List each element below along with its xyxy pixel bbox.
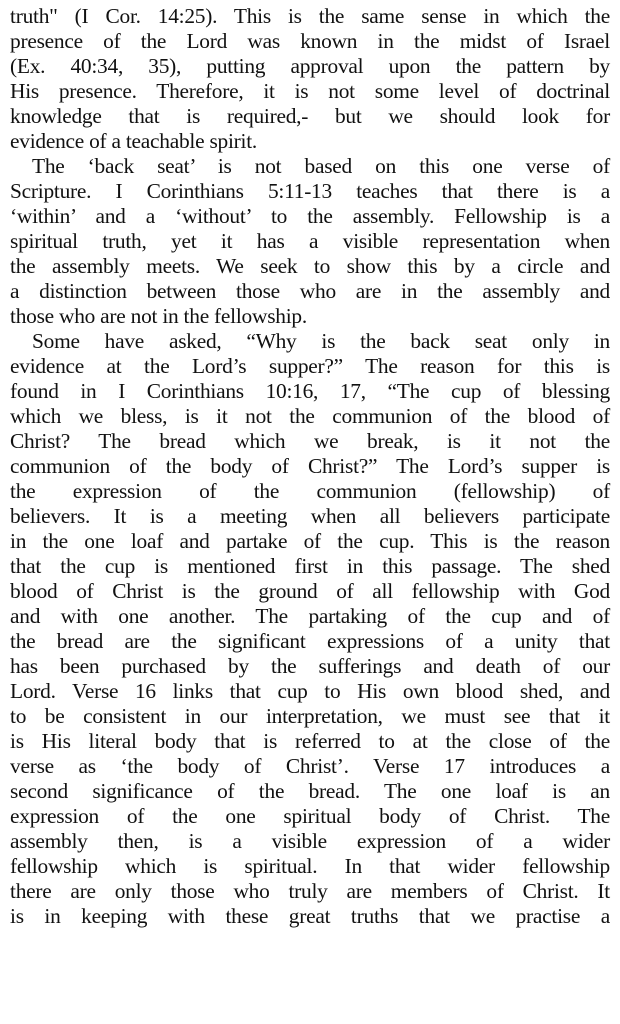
text-line: to be consistent in our interpretation, we must see that it	[10, 704, 610, 728]
paragraph-2	[10, 154, 610, 329]
text-line: evidence at the Lord’s supper?” The reason for this is	[10, 354, 610, 378]
paragraph-1	[10, 4, 610, 154]
text-line: (Ex. 40:34, 35), putting approval upon the pattern by	[10, 54, 610, 78]
text-line: believers. It is a meeting when all believers participate	[10, 504, 610, 528]
paragraph-3	[10, 329, 610, 929]
text-line: and with one another. The partaking of the cup and of	[10, 604, 610, 628]
text-line: blood of Christ is the ground of all fellowship with God	[10, 579, 610, 603]
text-line: the bread are the significant expressions of a unity that	[10, 629, 610, 653]
text-line: that the cup is mentioned first in this passage. The shed	[10, 554, 610, 578]
text-line: Christ? The bread which we break, is it not the	[10, 429, 610, 453]
text-line: His presence. Therefore, it is not some level of doctrinal	[10, 79, 610, 103]
text-line: ‘within’ and a ‘without’ to the assembly. Fellowship is a	[10, 204, 610, 228]
text-line: the assembly meets. We seek to show this by a circle and	[10, 254, 610, 278]
text-line: knowledge that is required,- but we should look for	[10, 104, 610, 128]
text-line: presence of the Lord was known in the midst of Israel	[10, 29, 610, 53]
text-line: verse as ‘the body of Christ’. Verse 17 introduces a	[10, 754, 610, 778]
text-line: fellowship which is spiritual. In that wider fellowship	[10, 854, 610, 878]
text-line: Lord. Verse 16 links that cup to His own blood shed, and	[10, 679, 610, 703]
text-line: The ‘back seat’ is not based on this one verse of	[32, 154, 610, 178]
text-line: there are only those who truly are members of Christ. It	[10, 879, 610, 903]
text-line: is in keeping with these great truths that we practise a	[10, 904, 610, 928]
text-line: second significance of the bread. The one loaf is an	[10, 779, 610, 803]
text-line: truth" (I Cor. 14:25). This is the same sense in which the	[10, 4, 610, 28]
text-line: Scripture. I Corinthians 5:11-13 teaches that there is a	[10, 179, 610, 203]
text-line: spiritual truth, yet it has a visible representation when	[10, 229, 610, 253]
document-page	[10, 4, 610, 929]
text-line: the expression of the communion (fellowship) of	[10, 479, 610, 503]
text-line: expression of the one spiritual body of Christ. The	[10, 804, 610, 828]
text-line: found in I Corinthians 10:16, 17, “The cup of blessing	[10, 379, 610, 403]
text-line: those who are not in the fellowship.	[10, 304, 307, 328]
text-line: in the one loaf and partake of the cup. This is the reason	[10, 529, 610, 553]
text-line: a distinction between those who are in the assembly and	[10, 279, 610, 303]
text-line: evidence of a teachable spirit.	[10, 129, 258, 153]
text-line: which we bless, is it not the communion of the blood of	[10, 404, 610, 428]
text-line: communion of the body of Christ?” The Lord’s supper is	[10, 454, 610, 478]
text-line: has been purchased by the sufferings and death of our	[10, 654, 610, 678]
text-line: assembly then, is a visible expression of a wider	[10, 829, 610, 853]
text-line: is His literal body that is referred to at the close of the	[10, 729, 610, 753]
text-line: Some have asked, “Why is the back seat only in	[32, 329, 610, 353]
